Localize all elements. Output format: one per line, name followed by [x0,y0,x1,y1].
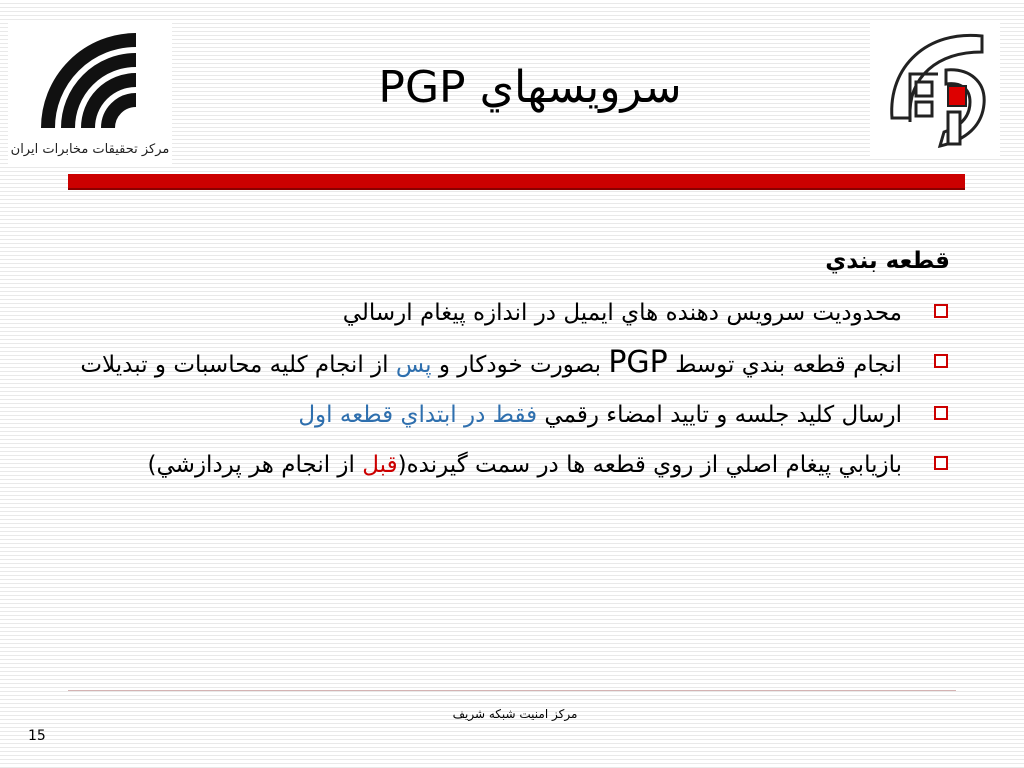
page-number: 15 [28,728,46,744]
bullet-item-reassembly [70,446,950,484]
highlight-after: پس [395,352,432,378]
bullet-text: بازيابي پيغام اصلي از روي قطعه ها در سمت گيرنده( [397,452,902,478]
iran-telecom-research-center-logo [8,22,172,164]
signal-waves-logo-icon [30,28,150,138]
highlight-before: قبل [362,452,398,478]
bullet-text: ارسال كليد جلسه و تاييد امضاء رقمي [537,402,902,428]
bullet-text: از انجام هر پردازشي) [147,452,363,478]
slide-content [70,248,950,496]
pgp-term: PGP [608,345,668,380]
bullet-text: از انجام كليه محاسبات و تبديلات [80,352,396,378]
footer-text: مركز امنيت شبكه شريف [452,707,578,721]
sharif-network-security-logo [870,22,1000,158]
bullet-list [70,294,950,484]
footer-divider [68,690,956,691]
bullet-text: بصورت خودكار و [431,352,609,378]
square-bullet-icon [934,456,948,470]
square-bullet-icon [934,354,948,368]
bullet-text: انجام قطعه بندي توسط [667,352,902,378]
sharif-logo-icon [870,22,1000,158]
square-bullet-icon [934,406,948,420]
logo-caption: مرکز تحقیقات مخابرات ایران [10,142,170,157]
slide-title: سرويسهاي PGP [378,62,682,113]
square-bullet-icon [934,304,948,318]
title-divider-bar [68,174,965,190]
section-heading: قطعه بندي [825,248,950,274]
bullet-item-session-key [70,396,950,434]
bullet-text: محدوديت سرويس دهنده هاي ايميل در اندازه پيغام ارسالي [342,300,902,326]
highlight-first-segment: فقط در ابتداي قطعه اول [298,402,538,428]
bullet-item-automatic-segmentation [70,344,950,384]
bullet-item-email-size-limit [70,294,950,332]
